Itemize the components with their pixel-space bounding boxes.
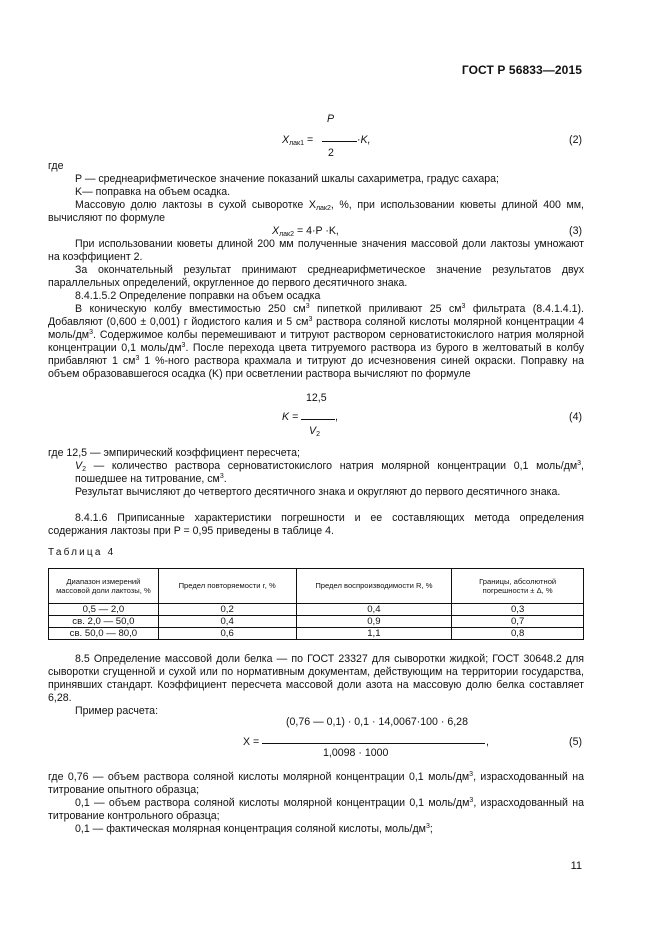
table-cell: 0,6 (158, 628, 296, 640)
table-header-row (49, 569, 584, 604)
table-cell: 0,3 (452, 604, 584, 616)
paragraph-8-5: 8.5 Определение массовой доли белка — по ГОСТ 23327 для сыворотки жидкой; ГОСТ 30648.2 для сыворотки сгущенной и сухой или по нормативным документам, действующим на территории государства, принявших стандарт. Коэффициент пересчета массовой доли азота на массовую долю белка составляет 6,28. (48, 653, 584, 704)
table-cell: 0,4 (296, 604, 452, 616)
formula-4-denominator: $V_2$ (309, 425, 320, 438)
formula-4-lhs: K = (282, 411, 299, 423)
table-cell: 0,8 (452, 628, 584, 640)
formula-5-lhs: X = (243, 736, 260, 748)
formula-2-rhs: ·K, (357, 134, 371, 146)
formula-4-tail: , (335, 411, 338, 423)
paragraph-8-4-1-6: 8.4.1.6 Приписанные характеристики погрешности и ее составляющих метода определения содержания лактозы при P = 0,95 приведены в таблице 4. (48, 512, 584, 537)
formula-2-numerator: P (327, 113, 335, 125)
table-row (49, 616, 584, 628)
formula-5-fraction-line (262, 743, 485, 744)
definition-0-1-concentration: 0,1 — фактическая молярная концентрация соляной кислоты, моль/$дм^3$; (75, 823, 433, 835)
table-cell: 0,4 (158, 616, 296, 628)
definition-p: P — среднеарифметическое значение показаний шкалы сахариметра, градус сахара; (75, 173, 499, 185)
table-row (49, 628, 584, 640)
table-row (49, 604, 584, 616)
formula-4-numerator: 12,5 (306, 392, 327, 404)
table-header-cell: Границы, абсолютной погрешности ± Δ, % (452, 569, 584, 604)
table-cell: 0,7 (452, 616, 584, 628)
table-cell: 0,9 (296, 616, 452, 628)
formula-2-denominator: 2 (328, 147, 334, 159)
table-4 (48, 568, 584, 640)
table-cell: 1,1 (296, 628, 452, 640)
table-header-cell: Предел воспроизводимости R, % (296, 569, 452, 604)
definition-0-1-control: 0,1 — объем раствора соляной кислоты молярной концентрации 0,1 моль/$дм^3$, израсходованный на титрование контрольного образца; (48, 797, 584, 822)
table-cell: св. 50,0 — 80,0 (49, 628, 159, 640)
section-8-4-1-5-2: 8.4.1.5.2 Определение поправки на объем осадка (75, 290, 321, 302)
formula-3-number: (3) (569, 225, 582, 237)
table-cell: св. 2,0 — 50,0 (49, 616, 159, 628)
definition-12-5: где 12,5 — эмпирический коэффициент пересчета; (48, 447, 300, 459)
formula-5-numerator: (0,76 — 0,1) · 0,1 · 14,0067·100 · 6,28 (286, 716, 468, 728)
table-cell: 0,5 — 2,0 (49, 604, 159, 616)
where-label: где (48, 160, 64, 172)
table-4-caption: Таблица 4 (48, 547, 116, 558)
formula-2-number: (2) (569, 134, 582, 146)
document-header: ГОСТ Р 56833—2015 (461, 63, 582, 77)
formula-3: $X_{лак2} = 4\cdot P \cdot K$, (272, 225, 339, 238)
definition-k: K— поправка на объем осадка. (75, 186, 231, 198)
formula-4-number: (4) (569, 411, 582, 423)
formula-2-lhs: $X_{лак1}$ = (282, 134, 314, 147)
paragraph-200mm: При использовании кюветы длиной 200 мм полученные значения массовой доли лактозы умножают на коэффициент 2. (48, 238, 584, 263)
table-cell: 0,2 (158, 604, 296, 616)
formula-5-denominator: 1,0098 · 1000 (323, 747, 389, 759)
formula-5-number: (5) (569, 736, 582, 748)
definition-0-76: где 0,76 — объем раствора соляной кислоты молярной концентрации 0,1 моль/$дм^3$, израсходованный на титрование опытного образца; (48, 771, 584, 796)
table-header-cell: Диапазон измерений массовой доли лактозы, % (49, 569, 159, 604)
paragraph-result: Результат вычисляют до четвертого десятичного знака и округляют до первого десятичного знака. (75, 486, 561, 498)
table-header-cell: Предел повторяемости r, % (158, 569, 296, 604)
example-label: Пример расчета: (75, 705, 159, 717)
paragraph-lactose-mass: Массовую долю лактозы в сухой сыворотке $Х_{лак2}$, %, при использовании кюветы длиной 400 мм, вычисляют по формуле (48, 199, 584, 224)
paragraph-final-result: За окончательный результат принимают среднеарифметическое значение результатов двух параллельных определений, округленное до первого десятичного знака. (48, 264, 584, 289)
formula-2-fraction-line (322, 141, 357, 142)
formula-5-tail: , (486, 736, 489, 748)
paragraph-flask-procedure: В коническую колбу вместимостью 250 $см^3$ пипеткой приливают 25 $см^3$ фильтрата (8.4.1.4.1). Добавляют (0,600 ± 0,001) г йодистого калия и 5 $см^3$ раствора соляной кислоты молярной концентрации 4 моль/$дм^3$. Содержимое колбы перемешивают и титруют раствором серноватистокислого натрия молярной концентрации 0,1 моль/$дм^3$. После перехода цвета титруемого раствора из бурого в желтоватый в колбу прибавляют 1 $см^3$ 1 %-ного раствора крахмала и титруют до исчезновения синей окраски. Поправку на объем образовавшегося осадка (K) при осветлении раствора вычисляют по формуле (48, 303, 585, 380)
formula-4-fraction-line (301, 419, 335, 420)
definition-v2: $V_2$ — количество раствора серноватистокислого натрия молярной концентрации 0,1 моль/$дм^3$, пошедшее на титрование, $см^3$. (75, 460, 584, 485)
page-number: 11 (570, 860, 582, 872)
